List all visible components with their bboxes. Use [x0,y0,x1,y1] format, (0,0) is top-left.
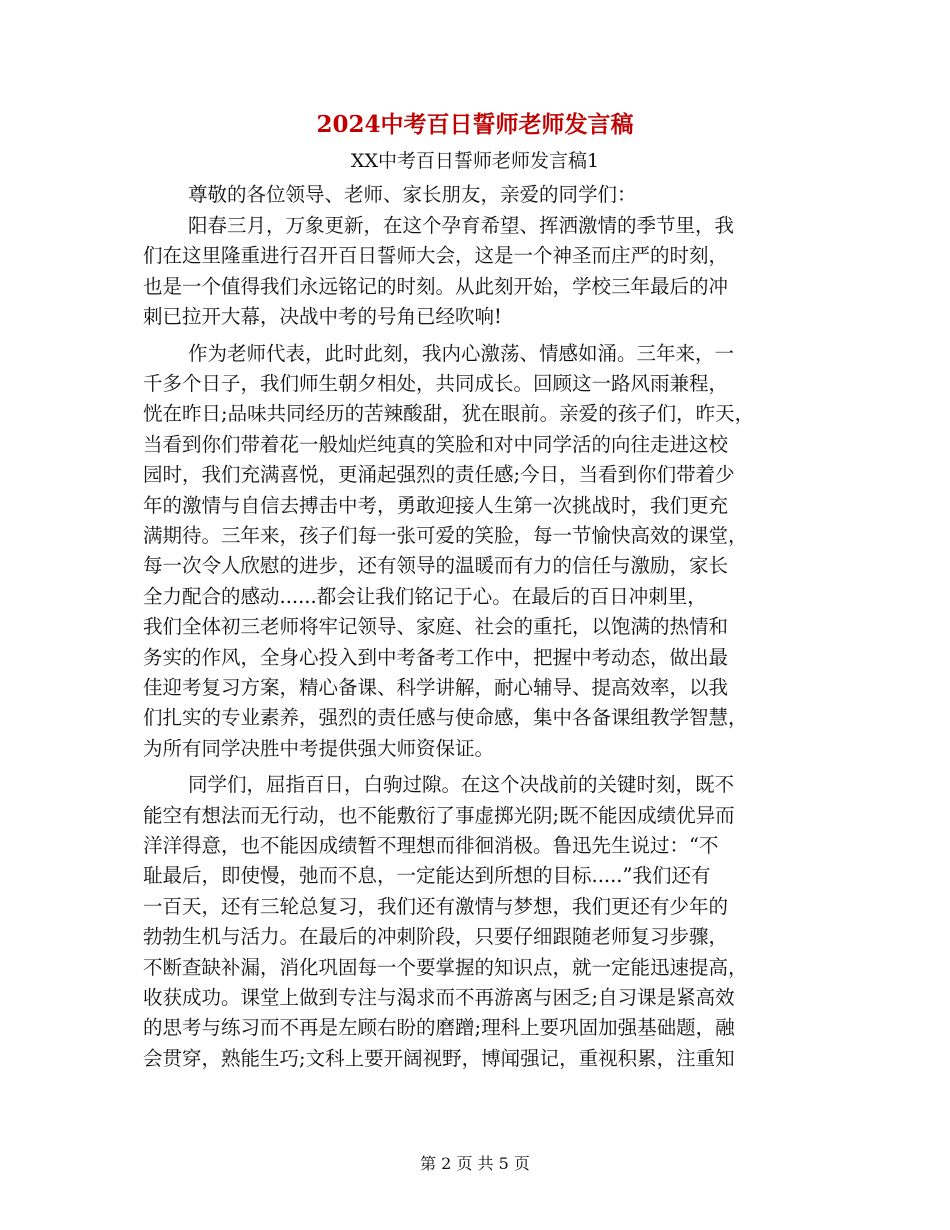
document-subtitle: XX中考百日誓师老师发言稿1 [350,150,600,172]
paragraph-line: 全力配合的感动......都会让我们铭记于心。在最后的百日冲刺里， [143,584,707,608]
paragraph-line: 年的激情与自信去搏击中考，勇敢迎接人生第一次挑战时，我们更充 [143,493,729,517]
paragraph-line: 佳迎考复习方案，精心备课、科学讲解，耐心辅导、提高效率，以我 [143,676,729,699]
paragraph-line: 园时，我们充满喜悦，更涌起强烈的责任感;今日，当看到你们带着少 [143,463,735,487]
paragraph-line: 作为老师代表，此时此刻，我内心激荡、情感如涌。三年来，一 [188,341,735,365]
paragraph-line: 一百天，还有三轮总复习，我们还有激情与梦想，我们更还有少年的 [143,894,729,918]
paragraph-line: 务实的作风，全身心投入到中考备考工作中，把握中考动态，做出最 [143,645,729,669]
paragraph-line: 当看到你们带着花一般灿烂纯真的笑脸和对中同学活的向往走进这校 [143,432,729,456]
paragraph-line: 满期待。三年来，孩子们每一张可爱的笑脸，每一节愉快高效的课堂， [143,524,748,547]
paragraph-line: 阳春三月，万象更新，在这个孕育希望、挥洒激情的季节里，我 [188,214,735,237]
paragraph-line: 能空有想法而无行动，也不能敷衍了事虚掷光阴;既不能因成绩优异而 [143,803,735,827]
page-footer: 第 2 页 共 5 页 [420,1154,530,1173]
paragraph-line: 恍在昨日;品味共同经历的苦辣酸甜，犹在眼前。亲爱的孩子们，昨天， [143,402,755,426]
greeting: 尊敬的各位领导、老师、家长朋友，亲爱的同学们： [188,183,637,206]
paragraph-line: 会贯穿，熟能生巧;文科上要开阔视野，博闻强记，重视积累，注重知 [143,1046,735,1070]
paragraph-line: 耻最后，即使慢，弛而不息，一定能达到所想的目标.....”我们还有 [143,864,711,888]
paragraph-line: 收获成功。课堂上做到专注与渴求而不再游离与困乏;自习课是紧高效 [143,986,735,1009]
paragraph-line: 我们全体初三老师将牢记领导、家庭、社会的重托，以饱满的热情和 [143,615,729,639]
paragraph-line: 的思考与练习而不再是左顾右盼的磨蹭;理科上要巩固加强基础题，融 [143,1016,735,1040]
paragraph-line: 也是一个值得我们永远铭记的时刻。从此刻开始，学校三年最后的冲 [143,274,729,298]
paragraph-line: 不断查缺补漏，消化巩固每一个要掌握的知识点，就一定能迅速提高， [143,955,748,979]
paragraph-line: 们扎实的专业素养，强烈的责任感与使命感，集中各备课组教学智慧， [143,706,748,730]
paragraph-line: 刺已拉开大幕，决战中考的号角已经吹响! [143,305,502,329]
paragraph-line: 每一次令人欣慰的进步，还有领导的温暖而有力的信任与激励，家长 [143,554,729,578]
document-title: 2024中考百日誓师老师发言稿 [316,111,634,138]
paragraph-line: 为所有同学决胜中考提供强大师资保证。 [143,736,495,760]
paragraph-line: 千多个日子，我们师生朝夕相处，共同成长。回顾这一路风雨兼程， [143,372,729,395]
paragraph-line: 们在这里隆重进行召开百日誓师大会，这是一个神圣而庄严的时刻， [143,244,729,268]
paragraph-line: 勃勃生机与活力。在最后的冲刺阶段，只要仔细跟随老师复习步骤， [143,925,729,949]
paragraph-line: 同学们，屈指百日，白驹过隙。在这个决战前的关键时刻，既不 [188,773,735,797]
paragraph-line: 洋洋得意，也不能因成绩暂不理想而徘徊消极。鲁迅先生说过：“不 [143,834,719,857]
